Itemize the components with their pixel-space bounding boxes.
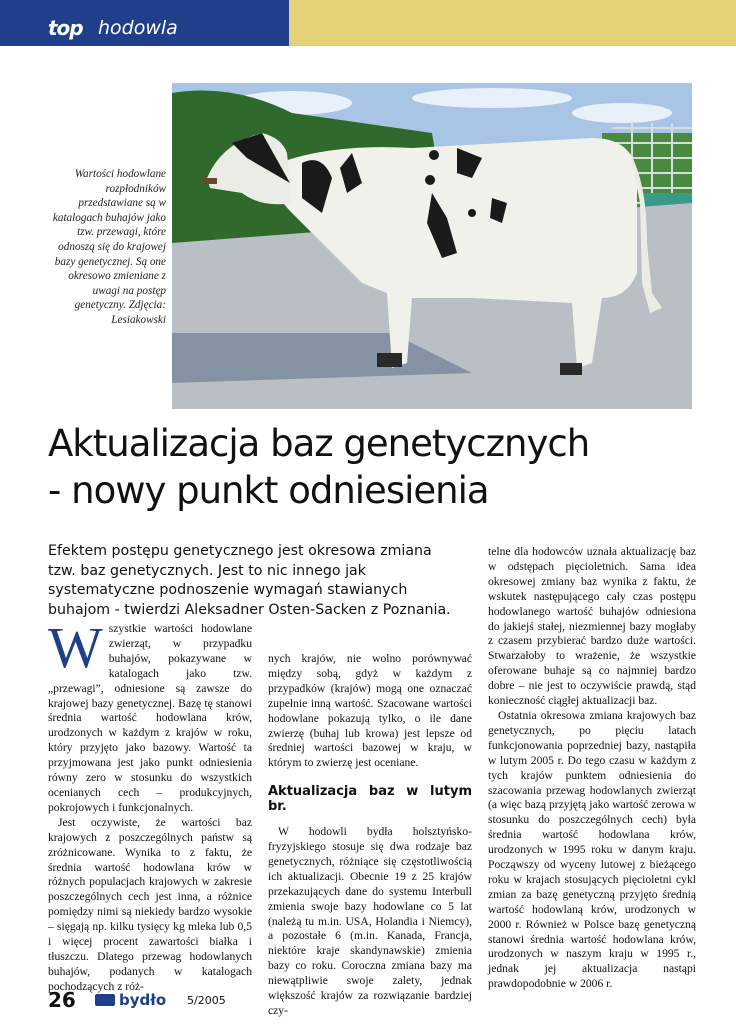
section-subheading: Aktualizacja baz w lutym br. xyxy=(268,784,472,815)
photo-caption: Wartości hodowlane rozpłodników przedstawiane są w katalogach buhajów jako tzw. przewagi, które odnoszą się do krajowej bazy genetycznej. Są one okresowo zmieniane z uwagi na postęp genetyczny. Zdjęcia: Lesiakowski xyxy=(52,168,166,326)
title-line-2: - nowy punkt odniesienia xyxy=(48,469,489,512)
paragraph: W hodowli bydła holsztyńsko-fryzyjskiego stosuje się dwa rodzaje baz genetycznych, różniące się częstotliwością ich aktualizacji. Obecnie 19 z 25 krajów przekazujących dane do systemu Interbull zmienia swoje bazy hodowlane co 5 lat (należą tu m.in. USA, Holandia i Niemcy), a pozostałe 6 (m.in. Kanada, Francja, niektóre kraje skandynawskie) zmienia bazy co roku. Coroczna zmiana bazy ma niewątpliwie swoje zalety, jednak większość krajów za rozwiązanie bardziej czy- xyxy=(268,825,472,1017)
text-column-1 xyxy=(48,615,252,995)
paragraph: Ostatnia okresowa zmiana krajowych baz genetycznych, po pięciu latach funkcjonowania poprzedniej bazy, nastąpiła w lutym 2005 r. Do tego czasu w każdym z tych krajów punktem odniesienia do szacowania przewag hodowlanych zwierząt (a więc bazą przyjętą jako wartość zerowa w stosunku do poszczególnych cech) była średnia wartość hodowlana krów, urodzonych w 1995 roku w danym kraju. Począwszy od wyceny lutowej z bieżącego roku w krajach stosujących pięcioletni cykl zmian za bazę genetyczną przyjęto średnią wartość hodowlaną krów, urodzonych w 2000 r. Również w Polsce bazę genetyczną stanowi średnia wartość hodowlana krów, urodzonych w naszym kraju w 1995 r., jednak jej aktualizacja nastąpi prawdopodobnie w 2006 r. xyxy=(488,708,696,991)
drop-cap: W xyxy=(48,615,103,680)
title-line-1: Aktualizacja baz genetycznych xyxy=(48,422,590,465)
page-number: 26 xyxy=(48,988,76,1012)
header-accent-bar xyxy=(289,0,736,46)
magazine-name: bydło xyxy=(119,992,167,1008)
cow-photo xyxy=(172,83,692,409)
paragraph: szystkie wartości hodowlane zwierząt, w przypadku buhajów, pokazywane w katalogach jako tzw. „przewagi”, odniesione są zawsze do krajowej bazy genetycznej. Bazę tę stanowi średnia wartość hodowlana krów, urodzonych w każdym z krajów w roku, który przyjęto jako bazowy. Wartość ta przyjmowana jest jako punkt odniesienia równy zero w stosunku do wszystkich ocenianych cech – produkcyjnych, pokrojowych i funkcjonalnych. xyxy=(48,622,252,814)
paragraph: nych krajów, nie wolno porównywać między sobą, gdyż w każdym z przypadków (krajów) mogą one oznaczać zupełnie inną wartość. Szacowane wartości hodowlane pokazują tylko, o ile dane zwierzę (buhaj lub krowa) jest lepsze od średniej wartości bazowej w kraju, w którym to zwierzę jest oceniane. xyxy=(268,652,472,770)
paragraph: Jest oczywiste, że wartości baz krajowych z poszczególnych państw są zróżnicowane. Wynika to z faktu, że średnia wartość hodowlana krów w różnych populacjach krajowych w zakresie poszczególnych cech jest inna, a różnice pomiędzy nimi są niekiedy bardzo wysokie – sięgają np. kilku tysięcy kg mleka lub 0,5 i więcej procent zawartości białka i tłuszczu. Dlatego przewag hodowlanych buhajów, podanych w katalogach pochodzących z róż- xyxy=(48,815,252,993)
top-logo: top xyxy=(48,16,83,40)
text-column-2 xyxy=(268,652,472,1019)
text-column-3 xyxy=(488,545,696,992)
article-lead: Efektem postępu genetycznego jest okresowa zmiana tzw. baz genetycznych. Jest to nic innego jak systematyczne podnoszenie wymagań stawianych buhajom - twierdzi Aleksadner Osten-Sacken z Poznania. xyxy=(48,543,451,618)
article-title xyxy=(48,420,708,514)
section-name: hodowla xyxy=(98,17,178,39)
issue-number: 5/2005 xyxy=(187,994,226,1007)
magazine-logo xyxy=(95,992,177,1008)
paragraph: telne dla hodowców uznała aktualizację baz w odstępach pięcioletnich. Sama idea okresowej zmiany baz wynika z faktu, że wskutek następującego cały czas postępu hodowlanego wartość buhajów odniesiona do jakiejś stałej, niezmiennej bazy mogłaby z czasem przybierać bardzo duże wartości. Stwarzałoby to wrażenie, że wszystkie oferowane buhaje są co najmniej bardzo dobre – nie jest to oczywiście prawdą, stąd konieczność ciągłej aktualizacji baz. xyxy=(488,545,696,708)
